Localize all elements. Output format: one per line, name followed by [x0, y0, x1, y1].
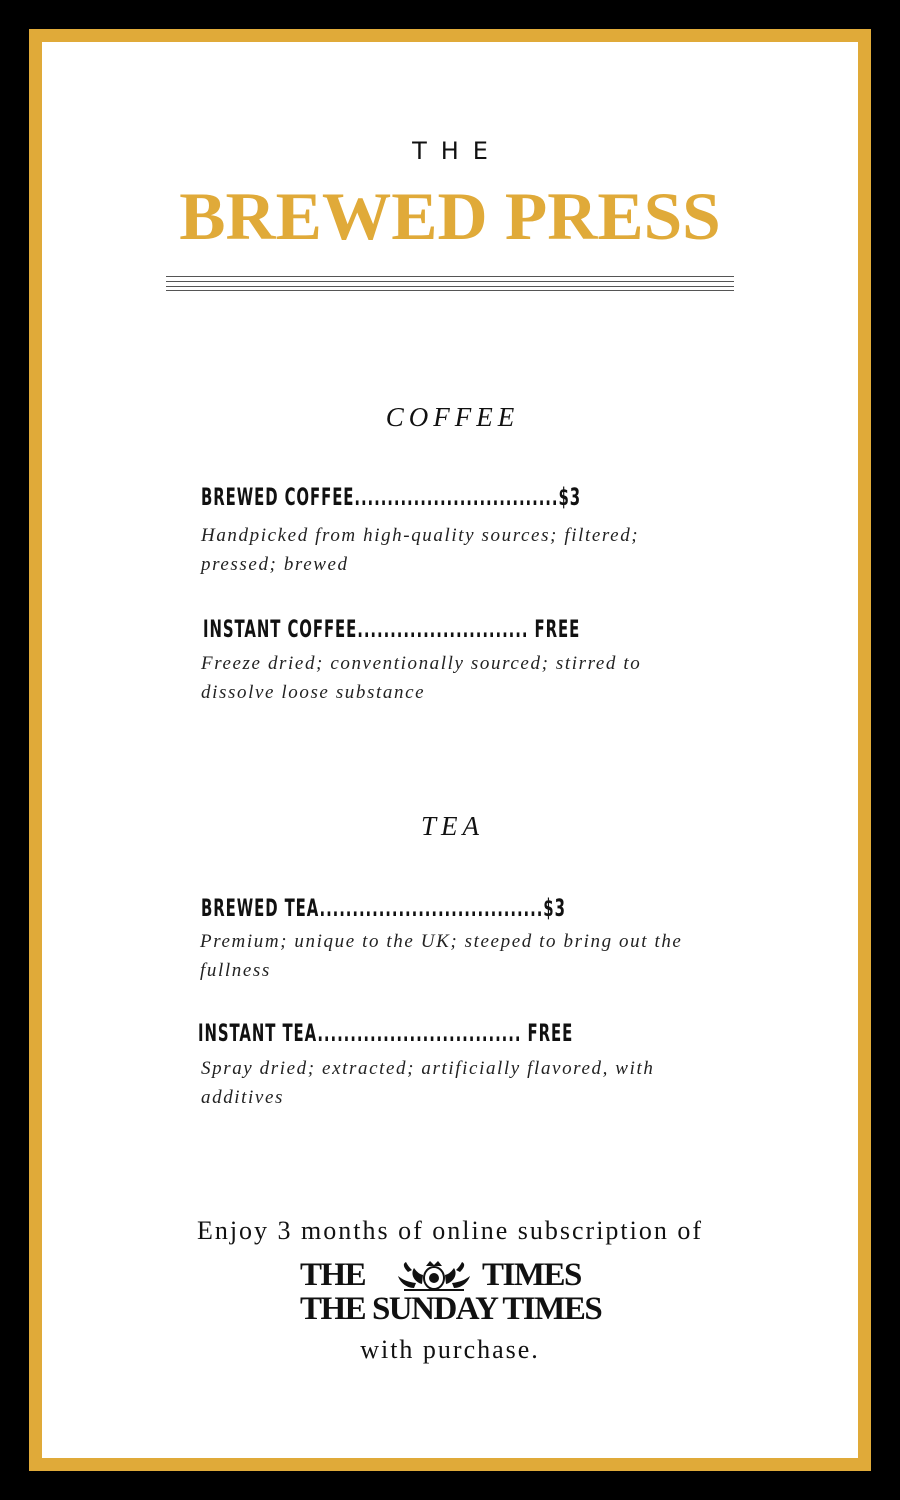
- promo-line-purchase: with purchase.: [360, 1335, 540, 1364]
- times-logo-the: THE: [300, 1257, 366, 1293]
- menu-item-title-brewed-tea: BREWED TEA..................................$3: [201, 894, 566, 922]
- times-logo-times: TIMES: [482, 1257, 581, 1293]
- the-times-logo: [300, 1258, 604, 1326]
- menu-item-description-instant-coffee: Freeze dried; conventionally sourced; stirred to dissolve loose substance: [201, 653, 642, 703]
- brand-name: BREWED PRESS: [179, 178, 721, 254]
- promo-line-subscription: Enjoy 3 months of online subscription of: [196, 1216, 704, 1245]
- section-heading-tea: TEA: [420, 811, 484, 841]
- menu-item-description-brewed-tea: Premium; unique to the UK; steeped to bring out the fullness: [200, 931, 683, 981]
- menu-item-title-instant-coffee: INSTANT COFFEE.......................... FREE: [203, 615, 581, 643]
- title-rule-divider: [166, 276, 734, 292]
- menu-item-description-instant-tea: Spray dried; extracted; artificially flavored, with additives: [201, 1058, 655, 1108]
- brand-the: THE: [412, 137, 502, 165]
- menu-item-title-instant-tea: INSTANT TEA............................... FREE: [198, 1019, 574, 1047]
- sunday-times-logo: THE SUNDAY TIMES: [300, 1291, 602, 1327]
- menu-item-title-brewed-coffee: BREWED COFFEE...............................$3: [201, 483, 582, 511]
- menu-item-description-brewed-coffee: Handpicked from high-quality sources; filtered; pressed; brewed: [201, 525, 640, 575]
- section-heading-coffee: COFFEE: [385, 402, 520, 432]
- royal-crest-icon: [384, 1258, 484, 1292]
